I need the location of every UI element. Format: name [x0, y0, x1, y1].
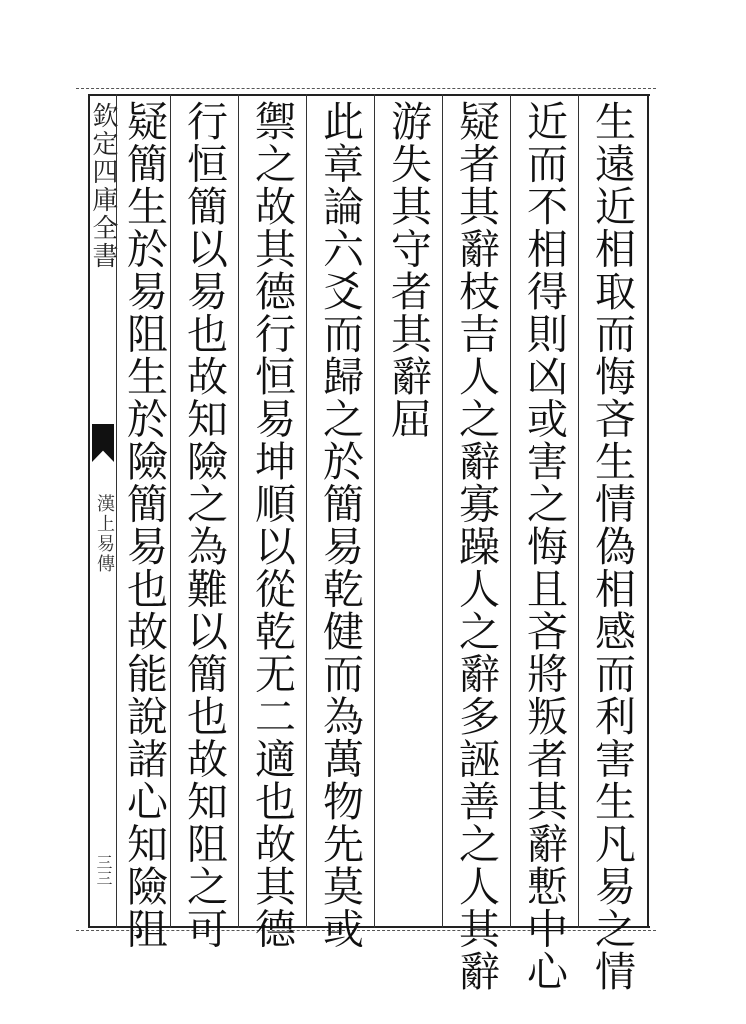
text-column-5: 此章論六爻而歸之於簡易乾健而為萬物先莫或 — [316, 100, 364, 950]
page-number: 三三 — [94, 854, 113, 886]
column-divider — [578, 94, 579, 928]
text-column-7: 行恒簡以易也故知險之為難以簡也故知阻之可 — [180, 100, 228, 950]
column-divider — [170, 94, 171, 928]
block-heart-margin — [90, 94, 116, 928]
fishtail-mark-icon — [92, 424, 114, 462]
book-title: 欽定四庫全書 — [88, 102, 118, 270]
column-divider — [510, 94, 511, 928]
top-border-line — [76, 88, 656, 89]
text-column-1: 生遠近相取而悔吝生情偽相感而利害生凡易之情 — [588, 100, 636, 993]
text-column-6: 禦之故其德行恒易坤順以從乾无二適也故其德 — [248, 100, 296, 950]
column-divider — [306, 94, 307, 928]
column-divider — [374, 94, 375, 928]
text-column-8: 疑簡生於易阻生於險簡易也故能說諸心知險阻 — [120, 100, 168, 950]
section-title: 漢上易傳 — [94, 494, 115, 574]
frame-right-edge — [647, 94, 649, 928]
column-divider — [238, 94, 239, 928]
text-column-4: 游失其守者其辭屈 — [384, 100, 432, 440]
text-column-3: 疑者其辭枝吉人之辭寡躁人之辭多誣善之人其辭 — [452, 100, 500, 993]
text-column-2: 近而不相得則凶或害之悔且吝將叛者其辭慙中心 — [520, 100, 568, 993]
margin-divider — [116, 94, 117, 928]
column-divider — [442, 94, 443, 928]
